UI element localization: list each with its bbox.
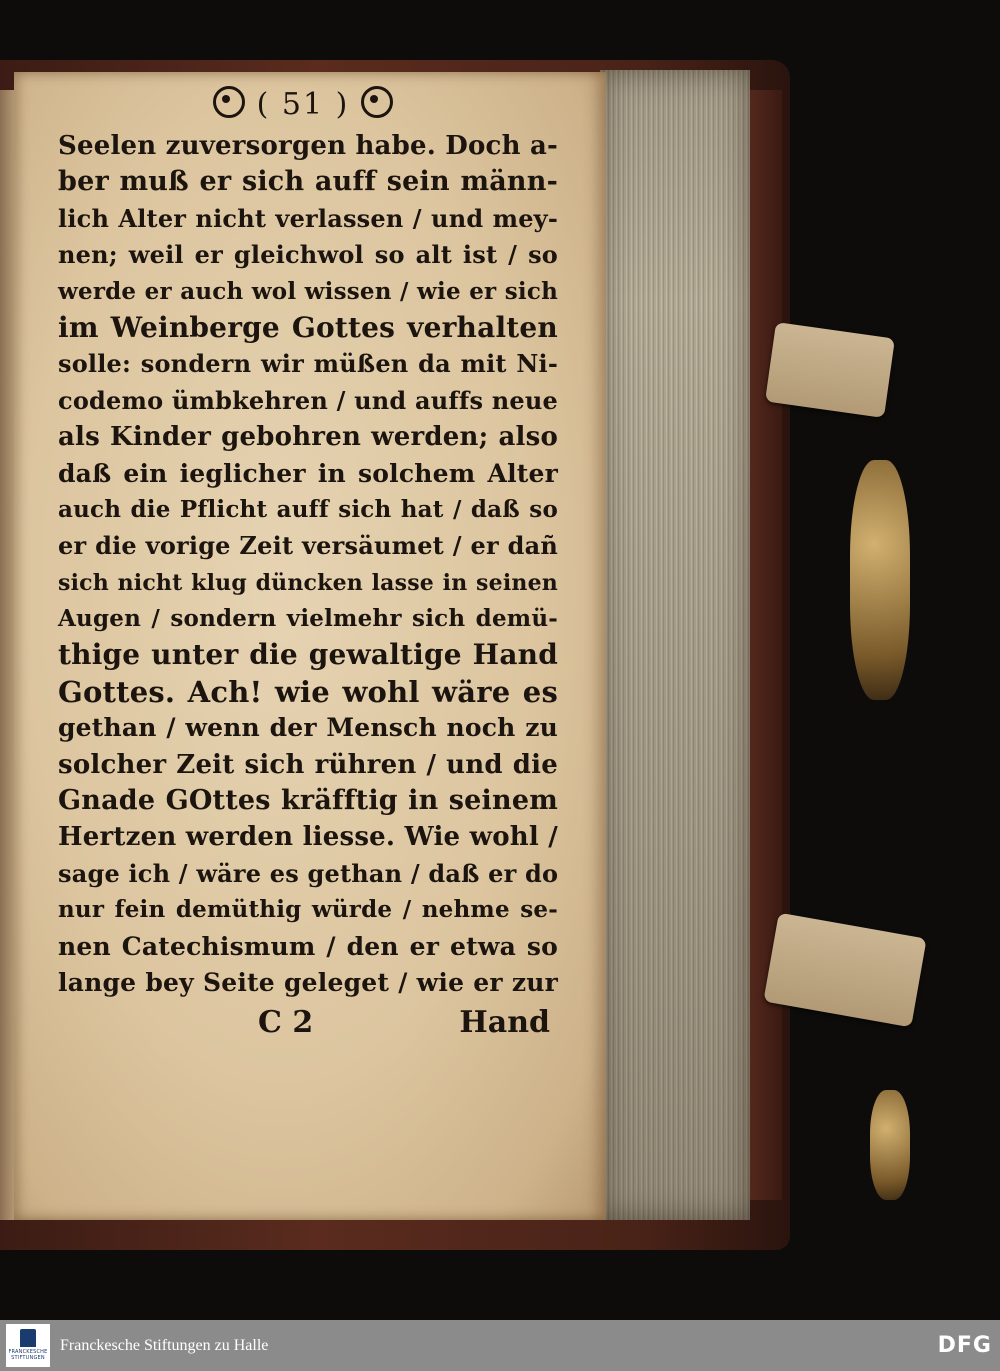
text-line: gethan / wenn der Mensch noch zu bbox=[58, 713, 558, 743]
text-line: Seelen zuversorgen habe. Doch a- bbox=[58, 131, 558, 161]
text-line: solcher Zeit sich rühren / und die bbox=[58, 749, 558, 780]
text-line: Gnade GOttes kräfftig in seinem bbox=[58, 785, 558, 817]
lower-clasp-metal bbox=[870, 1090, 910, 1200]
upper-clasp-metal bbox=[850, 460, 910, 700]
text-line: er die vorige Zeit versäumet / er dañ bbox=[58, 531, 558, 561]
text-line: Augen / sondern vielmehr sich demü- bbox=[58, 605, 558, 633]
building-icon bbox=[20, 1329, 36, 1347]
text-line: im Weinberge Gottes verhalten bbox=[58, 310, 558, 344]
text-line: nen Catechismum / den er etwa so bbox=[58, 931, 558, 961]
text-line: lich Alter nicht verlassen / und mey- bbox=[58, 203, 558, 233]
text-line: nur fein demüthig würde / nehme se- bbox=[58, 896, 558, 924]
upper-clasp-strap bbox=[765, 322, 895, 418]
text-line: daß ein ieglicher in solchem Alter bbox=[58, 458, 558, 488]
institution-logo[interactable] bbox=[6, 1324, 50, 1367]
text-lines bbox=[58, 128, 558, 1001]
text-line: sich nicht klug düncken lasse in seinen bbox=[58, 569, 558, 596]
text-line: lange bey Seite geleget / wie er zur bbox=[58, 967, 558, 997]
footer-bar bbox=[0, 1320, 1000, 1371]
page-number: ( 51 ) bbox=[256, 87, 350, 122]
text-line: solle: sondern wir müßen da mit Ni- bbox=[58, 349, 558, 379]
text-line: als Kinder gebohren werden; also bbox=[58, 422, 558, 453]
signature-mark: C 2 bbox=[258, 1005, 314, 1041]
fore-edge-shadow bbox=[600, 70, 750, 1220]
institution-title[interactable]: Franckesche Stiftungen zu Halle bbox=[60, 1337, 269, 1354]
page-header bbox=[48, 82, 558, 128]
text-line: werde er auch wol wissen / wie er sich bbox=[58, 277, 558, 305]
ornament-right-icon bbox=[361, 86, 393, 118]
catchword: Hand bbox=[459, 1005, 550, 1041]
dfg-logo[interactable]: DFG bbox=[937, 1333, 992, 1358]
page-text bbox=[58, 82, 558, 1045]
text-line: thige unter die gewaltige Hand bbox=[58, 638, 558, 672]
text-line: sage ich / wäre es gethan / daß er do bbox=[58, 858, 559, 888]
text-line: ber muß er sich auff sein männ- bbox=[58, 166, 558, 198]
text-line: codemo ümbkehren / und auffs neue bbox=[58, 385, 558, 415]
text-line: nen; weil er gleichwol so alt ist / so bbox=[58, 240, 558, 270]
logo-text: FRANCKESCHE STIFTUNGEN bbox=[8, 1349, 48, 1361]
text-line: auch die Pflicht auff sich hat / daß so bbox=[58, 495, 558, 523]
page-footer bbox=[58, 1005, 558, 1045]
text-line: Gottes. Ach! wie wohl wäre es bbox=[58, 674, 558, 709]
text-line: Hertzen werden liesse. Wie wohl / bbox=[58, 822, 558, 853]
ornament-left-icon bbox=[213, 86, 245, 118]
